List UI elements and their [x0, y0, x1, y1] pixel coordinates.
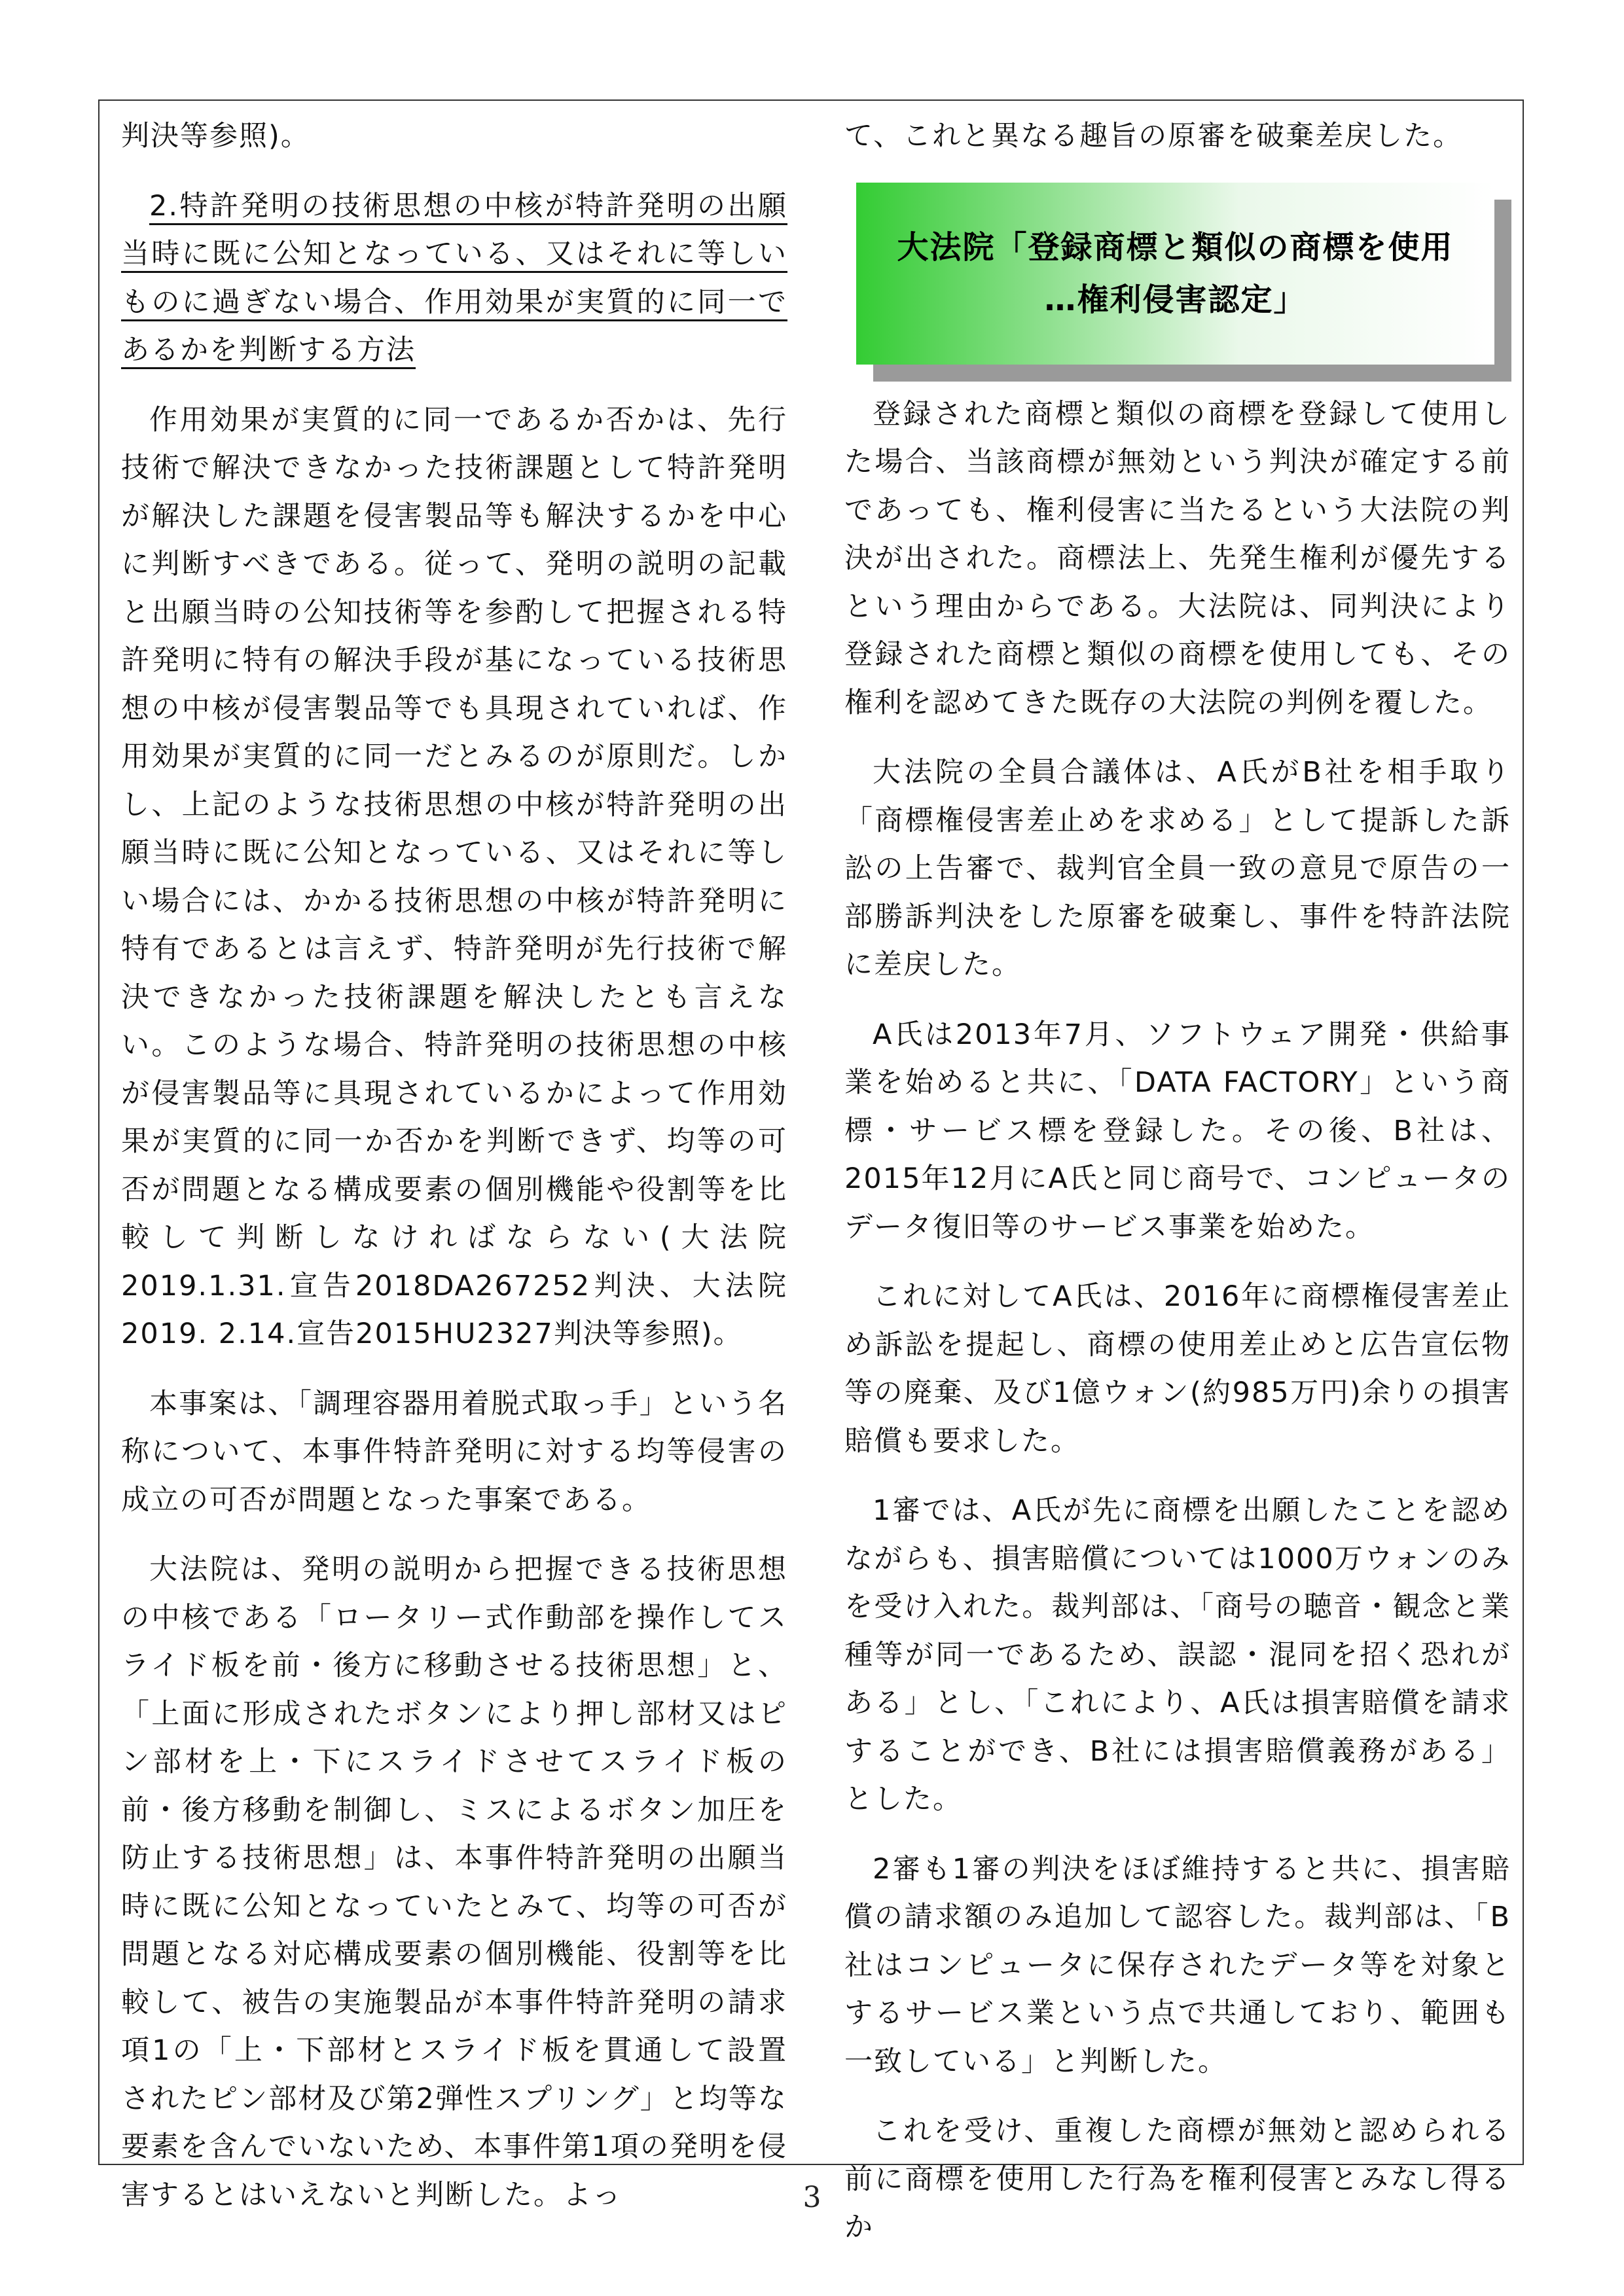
paragraph: 大法院の全員合議体は、A氏がB社を相手取り「商標権侵害差止めを求める」として提訴した訴訟の上告審で、裁判官全員一致の意見で原告の一部勝訴判決をした原審を破棄し、事件を特許法院に差戻した。: [844, 756, 1511, 981]
paragraph: 本事案は、「調理容器用着脱式取っ手」という名称について、本事件特許発明に対する均等侵害の成立の可否が問題となった事案である。: [121, 1387, 787, 1516]
paragraph: 判決等参照)。: [121, 120, 310, 152]
paragraph: これに対してA氏は、2016年に商標権侵害差止め訴訟を提起し、商標の使用差止めと広告宣伝物等の廃棄、及び1億ウォン(約985万円)余りの損害賠償も要求した。: [844, 1280, 1511, 1458]
page-number: 3: [803, 2181, 821, 2214]
paragraph: 1審では、A氏が先に商標を出願したことを認めながらも、損害賠償については1000万ウォンのみを受け入れた。裁判部は、「商号の聴音・観念と業種等が同一であるため、誤認・混同を招く恐れがある」とし、「これにより、A氏は損害賠償を請求することができ、B社には損害賠償義務がある」とした。: [844, 1494, 1511, 1816]
paragraph: て、これと異なる趣旨の原審を破棄差戻した。: [844, 120, 1463, 152]
paragraph: これを受け、重複した商標が無効と認められる前に商標を使用した行為を権利侵害とみなし得るか: [844, 2115, 1511, 2244]
headline-line: …権利侵害認定」: [1044, 281, 1307, 318]
article-headline: [897, 221, 1453, 326]
paragraph: 大法院は、発明の説明から把握できる技術思想の中核である「ロータリー式作動部を操作してスライド板を前・後方に移動させる技術思想」と、「上面に形成されたボタンにより押し部材又はピン部材を上・下にスライドさせてスライド板の前・後方移動を制御し、ミスによるボタン加圧を防止する技術思想」は、本事件特許発明の出願当時に既に公知となっていたとみて、均等の可否が問題となる対応構成要素の個別機能、役割等を比較して、被告の実施製品が本事件特許発明の請求項1の「上・下部材とスライド板を貫通して設置されたピン部材及び第2弾性スプリング」と均等な要素を含んでいないため、本事件第1項の発明を侵害するとはいえないと判断した。よっ: [121, 1553, 787, 2212]
paragraph: A氏は2013年7月、ソフトウェア開発・供給事業を始めると共に、「DATA FACTORY」という商標・サービス標を登録した。その後、B社は、2015年12月にA氏と同じ商号で、コンピュータのデータ復旧等のサービス事業を始めた。: [844, 1018, 1511, 1244]
paragraph: 作用効果が実質的に同一であるか否かは、先行技術で解決できなかった技術課題として特許発明が解決した課題を侵害製品等も解決するかを中心に判断すべきである。従って、発明の説明の記載と出願当時の公知技術等を参酌して把握される特許発明に特有の解決手段が基になっている技術思想の中核が侵害製品等でも具現されていれば、作用効果が実質的に同一だとみるのが原則だ。しかし、上記のような技術思想の中核が特許発明の出願当時に既に公知となっている、又はそれに等しい場合には、かかる技術思想の中核が特許発明に特有であるとは言えず、特許発明が先行技術で解決できなかった技術課題を解決したとも言えない。このような場合、特許発明の技術思想の中核が侵害製品等に具現されているかによって作用効果が実質的に同一か否かを判断できず、均等の可否が問題となる構成要素の個別機能や役割等を比較して判断しなければならない(大法院2019.1.31.宣告2018DA267252判決、大法院2019. 2.14.宣告2015HU2327判決等参照)。: [121, 403, 787, 1350]
left-column: [121, 113, 787, 2241]
article-headline-box: [856, 183, 1494, 365]
paragraph: 登録された商標と類似の商標を登録して使用した場合、当該商標が無効という判決が確定する前であっても、権利侵害に当たるという大法院の判決が出された。商標法上、先発生権利が優先するという理由からである。大法院は、同判決により登録された商標と類似の商標を使用しても、その権利を認めてきた既存の大法院の判例を覆した。: [844, 397, 1511, 719]
section-subheading: 2.特許発明の技術思想の中核が特許発明の出願当時に既に公知となっている、又はそれに等しいものに過ぎない場合、作用効果が実質的に同一であるかを判断する方法: [121, 189, 787, 367]
right-column: [844, 113, 1511, 2274]
paragraph: 2審も1審の判決をほぼ維持すると共に、損害賠償の請求額のみ追加して認容した。裁判部は、「B社はコンピュータに保存されたデータ等を対象とするサービス業という点で共通しており、範囲も一致している」と判断した。: [844, 1852, 1511, 2078]
headline-line: 大法院「登録商標と類似の商標を使用: [897, 228, 1454, 266]
